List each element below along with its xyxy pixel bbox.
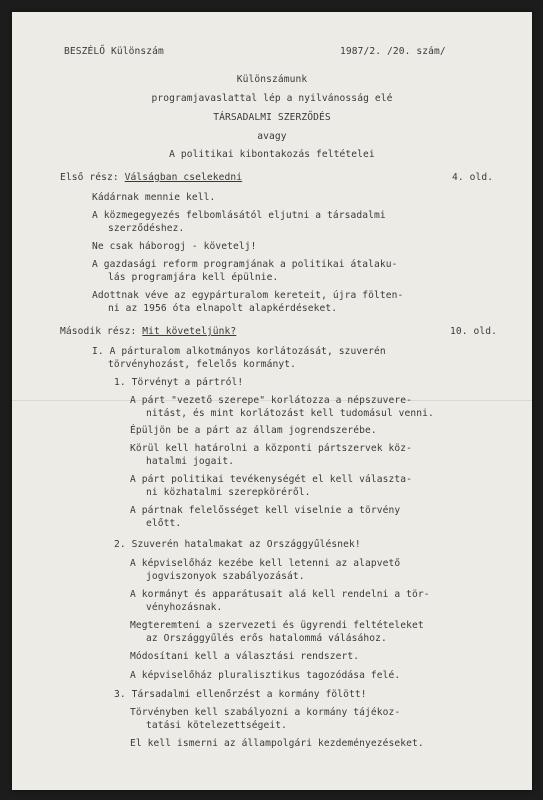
part1-item-5-line2: ni az 1956 óta elnapolt alapkérdéseket.: [108, 303, 338, 314]
sub1-item-5-line1: A pártnak felelősséget kell viselnie a törvény: [130, 505, 401, 516]
part1-item-3: Ne csak háborogj - követelj!: [92, 241, 257, 252]
title-line-3: TÁRSADALMI SZERZŐDÉS: [213, 112, 331, 123]
sub3-item-2: El kell ismerni az állampolgári kezdeményezéseket.: [130, 738, 424, 749]
part1-prefix: Első rész:: [60, 172, 125, 183]
section-1-line2: törvényhozást, felelős kormányt.: [108, 359, 297, 370]
sub1-item-3-line1: Körül kell határolni a központi pártszervek köz-: [130, 443, 413, 454]
part1-heading: [60, 172, 242, 183]
section-1-line1: I. A párturalom alkotmányos korlátozását, szuverén: [92, 346, 386, 357]
title-line-2: programjavaslattal lép a nyilvánosság elé: [151, 93, 393, 104]
part2-title: Mit követeljünk?: [142, 326, 237, 337]
sub1-item-1-line2: nitást, és mint korlátozást kell tudomásul venni.: [146, 408, 434, 419]
sub2-item-4: Módosítani kell a választási rendszert.: [130, 651, 360, 662]
header-right: 1987/2. /20. szám/: [340, 46, 446, 57]
part1-item-1: Kádárnak mennie kell.: [92, 192, 216, 203]
sub2-title: 2. Szuverén hatalmakat az Országgyűlésnek!: [114, 539, 361, 550]
sub1-item-4-line1: A párt politikai tevékenységét el kell választa-: [130, 474, 413, 485]
part2-prefix: Második rész:: [60, 326, 143, 337]
sub2-item-1-line1: A képviselőház kezébe kell letenni az alapvető: [130, 558, 401, 569]
part1-item-4-line1: A gazdasági reform programjának a politikai átalaku-: [92, 259, 398, 270]
part1-item-4-line2: lás programjára kell épülnie.: [108, 272, 279, 283]
part2-page: 10. old.: [450, 326, 498, 337]
title-line-1: Különszámunk: [236, 74, 308, 85]
sub2-item-3-line1: Megteremteni a szervezeti és ügyrendi feltételeket: [130, 620, 424, 631]
document-page: [12, 12, 532, 790]
sub1-item-4-line2: ni közhatalmi szerepköréről.: [146, 487, 311, 498]
sub2-item-2-line2: vényhozásnak.: [146, 602, 223, 613]
sub1-item-5-line2: előtt.: [146, 518, 182, 529]
sub2-item-2-line1: A kormányt és apparátusait alá kell rendelni a tör-: [130, 589, 430, 600]
sub1-title: 1. Törvényt a pártról!: [114, 377, 244, 388]
part1-item-5-line1: Adottnak véve az egypárturalom kereteit, újra fölten-: [92, 290, 404, 301]
sub3-item-1-line1: Törvényben kell szabályozni a kormány tájékoz-: [130, 707, 401, 718]
sub1-item-3-line2: hatalmi jogait.: [146, 456, 235, 467]
part2-heading: [60, 326, 236, 337]
sub1-item-1-line1: A párt "vezető szerepe" korlátozza a népszuvere-: [130, 395, 413, 406]
header-left: BESZÉLŐ Különszám: [64, 46, 164, 57]
sub2-item-5: A képviselőház pluralisztikus tagozódása felé.: [130, 670, 401, 681]
sub3-item-1-line2: tatási kötelezettségeit.: [146, 720, 288, 731]
part1-page: 4. old.: [452, 172, 494, 183]
sub2-item-3-line2: az Országgyűlés erős hatalommá válásához.: [146, 633, 387, 644]
title-line-5: A politikai kibontakozás feltételei: [169, 149, 375, 160]
sub1-item-2: Épüljön be a párt az állam jogrendszerébe.: [130, 425, 377, 436]
title-line-4: avagy: [257, 131, 287, 142]
sub2-item-1-line2: jogviszonyok szabályozását.: [146, 571, 305, 582]
part1-item-2-line1: A közmegegyezés felbomlásától eljutni a társadalmi: [92, 210, 386, 221]
sub3-title: 3. Társadalmi ellenőrzést a kormány fölött!: [114, 689, 367, 700]
part1-title: Válságban cselekedni: [124, 172, 243, 183]
part1-item-2-line2: szerződéshez.: [108, 223, 185, 234]
